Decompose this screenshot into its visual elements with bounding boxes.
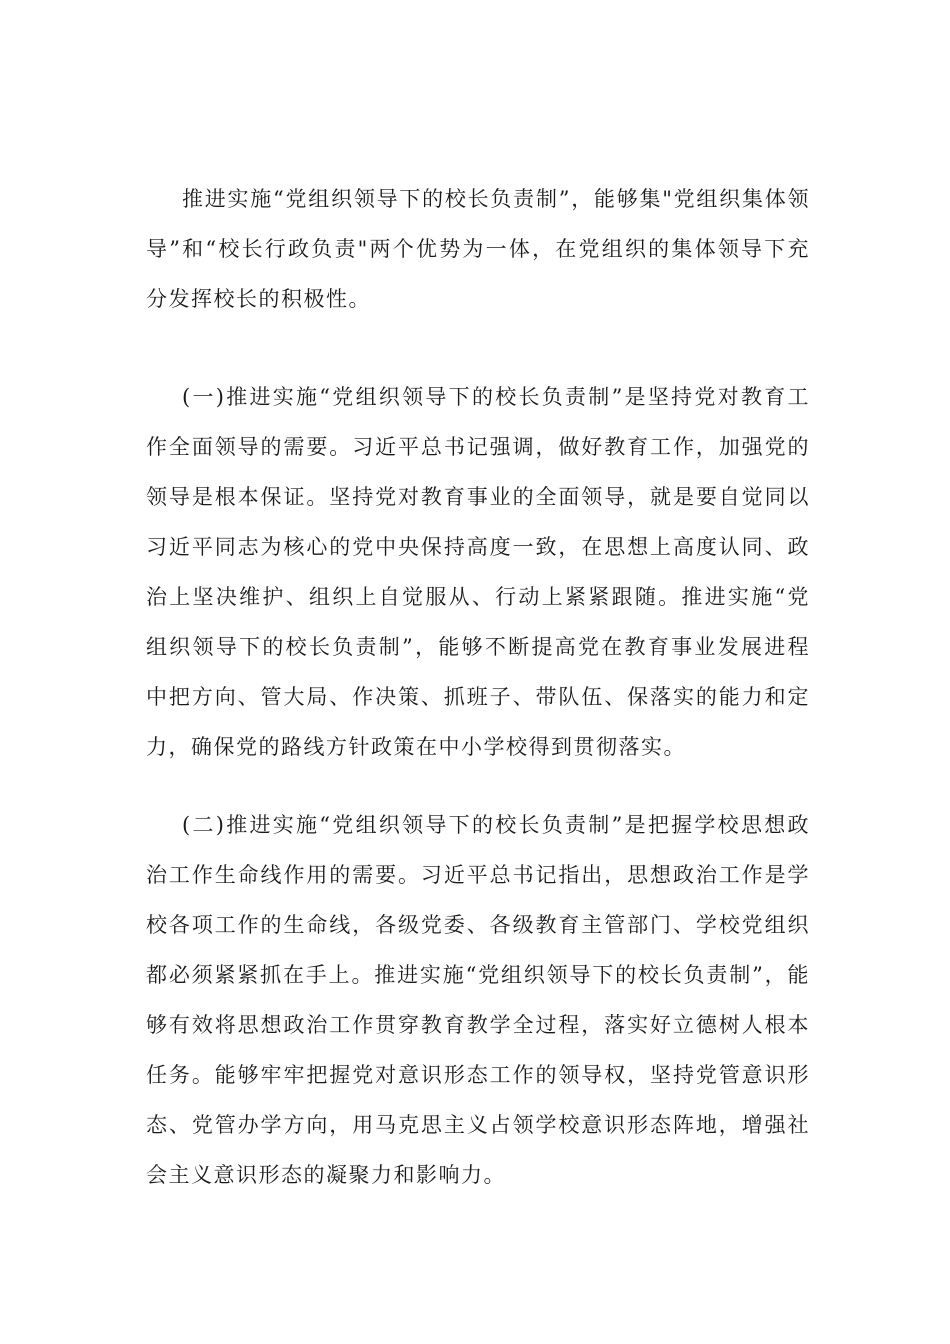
intro-paragraph: 推进实施“党组织领导下的校长负责制”，能够集"党组织集体领导”和“校长行政负责"两个优势为一体，在党组织的集体领导下充分发挥校长的积极性。 [146, 187, 810, 311]
section-one-paragraph: (一)推进实施“党组织领导下的校长负责制”是坚持党对教育工作全面领导的需要。习近平总书记强调，做好教育工作，加强党的领导是根本保证。坚持党对教育事业的全面领导，就是要自觉同以习近平同志为核心的党中央保持高度一致，在思想上高度认同、政治上坚决维护、组织上自觉服从、行动上紧紧跟随。推进实施“党组织领导下的校长负责制”，能够不断提高党在教育事业发展进程中把方向、管大局、作决策、抓班子、带队伍、保落实的能力和定力，确保党的路线方针政策在中小学校得到贯彻落实。 [146, 385, 810, 759]
section-two-paragraph: (二)推进实施“党组织领导下的校长负责制”是把握学校思想政治工作生命线作用的需要。习近平总书记指出，思想政治工作是学校各项工作的生命线，各级党委、各级教育主管部门、学校党组织都必须紧紧抓在手上。推进实施“党组织领导下的校长负责制”，能够有效将思想政治工作贯穿教育教学全过程，落实好立德树人根本任务。能够牢牢把握党对意识形态工作的领导权，坚持党管意识形态、党管办学方向，用马克思主义占领学校意识形态阵地，增强社会主义意识形态的凝聚力和影响力。 [146, 813, 810, 1187]
